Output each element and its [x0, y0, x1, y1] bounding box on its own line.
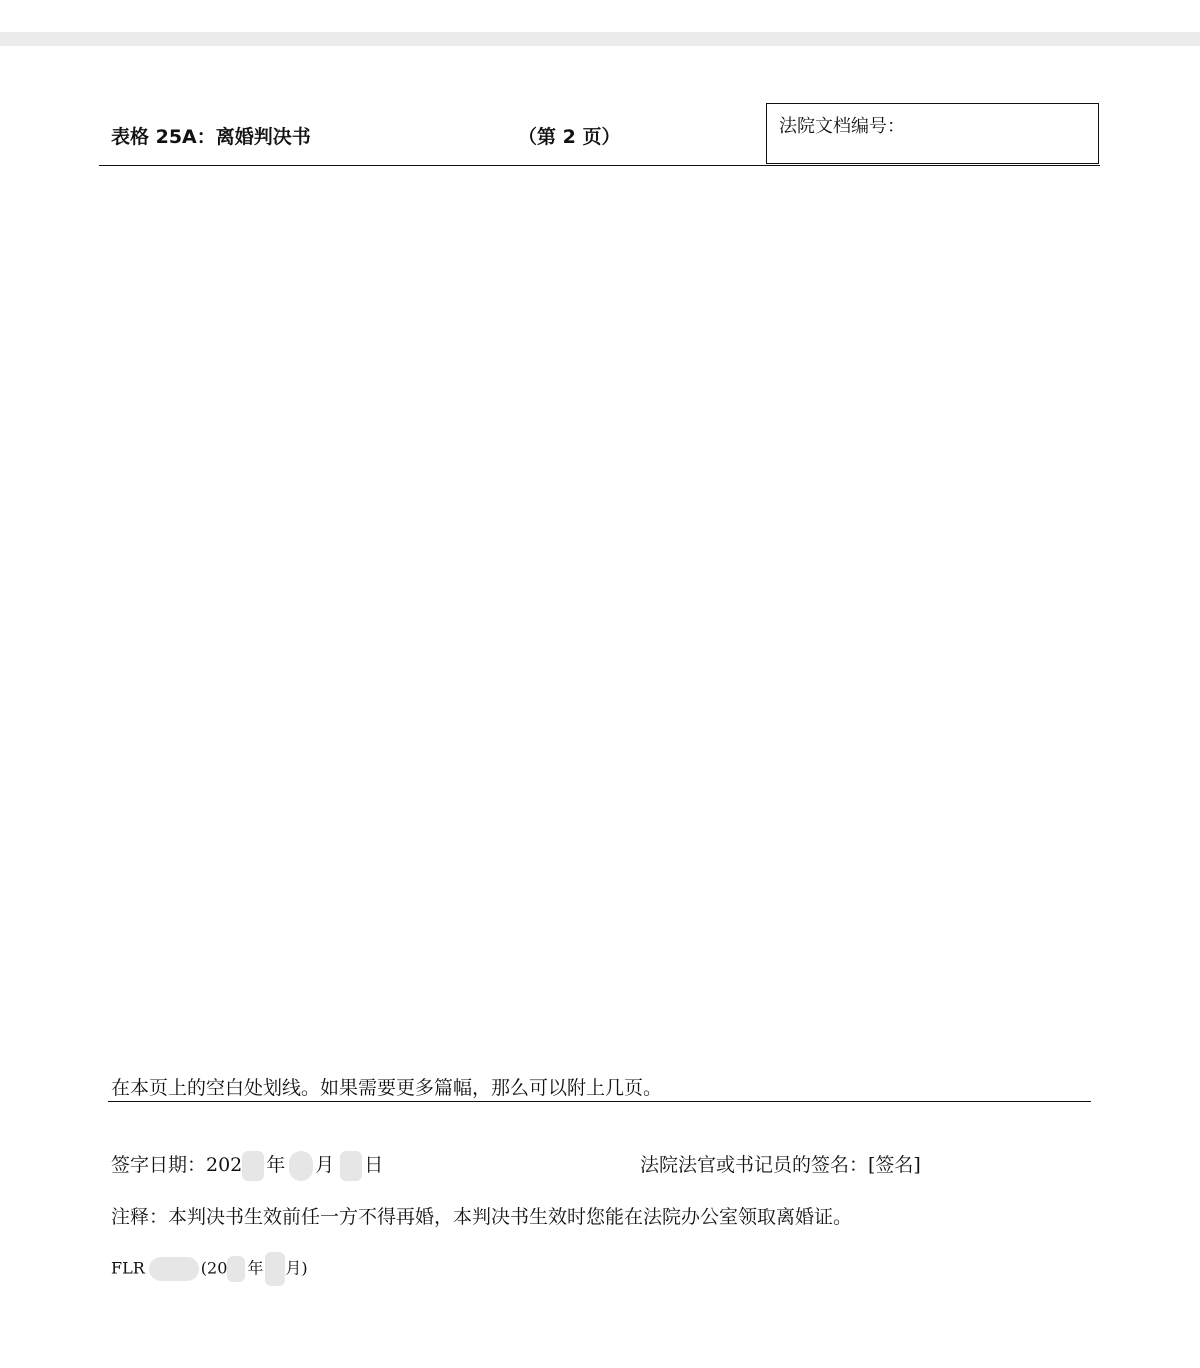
page-number-label: （第 2 页）	[518, 126, 621, 148]
note-text: 注释：本判决书生效前任一方不得再婚，本判决书生效时您能在法院办公室领取离婚证。	[111, 1206, 853, 1228]
day-unit: 日	[364, 1154, 384, 1176]
redaction-mark	[242, 1151, 264, 1181]
blank-writing-area	[99, 166, 1100, 1066]
court-document-number-label: 法院文档编号：	[779, 116, 905, 137]
redaction-mark	[227, 1256, 245, 1282]
form-code-footer	[111, 1252, 308, 1286]
form-code-month-unit: 月)	[285, 1258, 308, 1278]
judge-clerk-signature: 法院法官或书记员的签名：[签名]	[640, 1154, 921, 1176]
signature-date	[111, 1150, 383, 1181]
redaction-mark	[265, 1252, 285, 1286]
month-unit: 月	[315, 1154, 335, 1176]
redaction-mark	[149, 1257, 199, 1281]
instruction-divider	[108, 1101, 1091, 1102]
form-code-date-prefix: (20	[200, 1258, 228, 1278]
form-title: 表格 25A：离婚判决书	[111, 126, 311, 148]
redaction-mark	[289, 1151, 313, 1181]
redaction-mark	[340, 1151, 362, 1181]
signature-date-prefix: 签字日期：202	[111, 1154, 243, 1176]
year-unit: 年	[266, 1154, 286, 1176]
form-code-prefix: FLR	[111, 1258, 145, 1278]
form-code-year-unit: 年	[247, 1258, 264, 1278]
instruction-text: 在本页上的空白处划线。如果需要更多篇幅，那么可以附上几页。	[111, 1077, 663, 1099]
court-document-number-box[interactable]	[766, 103, 1099, 164]
top-gray-strip	[0, 32, 1200, 46]
